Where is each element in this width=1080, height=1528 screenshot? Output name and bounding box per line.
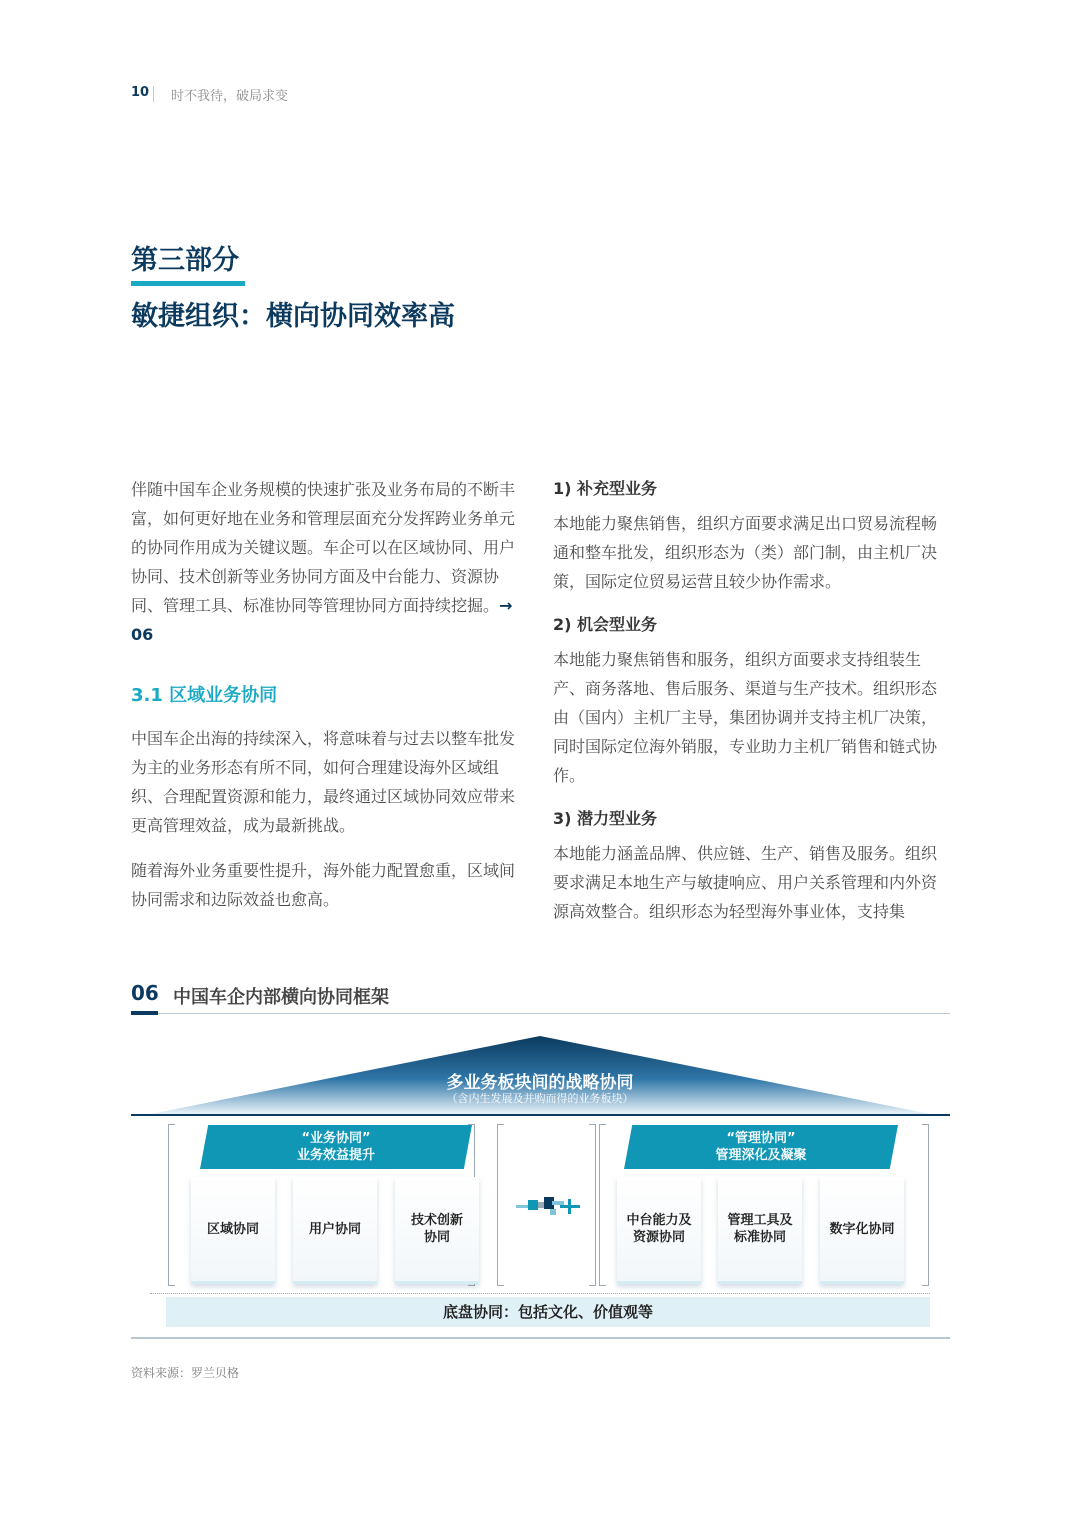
- section-label-underline: [131, 281, 245, 286]
- business-type-2: [553, 614, 951, 790]
- figure-number: 06: [131, 981, 159, 1005]
- banner-subtitle: 业务效益提升: [296, 1148, 375, 1163]
- banner-title: “业务协同”: [301, 1131, 371, 1146]
- pillar-tech-innovation-synergy: [395, 1177, 479, 1284]
- banner-title: “管理协同”: [726, 1131, 796, 1146]
- center-bracket-open: [497, 1124, 504, 1286]
- intro-text: 伴随中国车企业务规模的快速扩张及业务布局的不断丰富，如何更好地在业务和管理层面充分发挥跨业务单元的协同作用成为关键议题。车企可以在区域协同、用户协同、技术创新等业务协同方面及中台能力、资源协同、管理工具、标准协同等管理协同方面持续挖掘。: [131, 480, 516, 615]
- figure-number-underline: [131, 1011, 158, 1015]
- pillar-regional-synergy: [191, 1177, 275, 1284]
- foundation-synergy-band: 底盘协同：包括文化、价值观等: [166, 1297, 930, 1327]
- right-group-bracket-close: [922, 1124, 929, 1286]
- page-number: 10: [131, 85, 150, 100]
- business-type-3: [553, 808, 951, 926]
- running-header: 时不我待，破局求变: [171, 89, 289, 104]
- figure-reference-link[interactable]: → 06: [131, 596, 513, 644]
- left-group-bracket-open: [168, 1124, 175, 1286]
- business-type-heading: 3) 潜力型业务: [553, 809, 658, 828]
- business-type-body: 本地能力聚焦销售和服务，组织方面要求支持组装生产、商务落地、售后服务、渠道与生产技术。组织形态由（国内）主机厂主导，集团协调并支持主机厂决策，同时国际定位海外销服，专业助力主机厂销售和链式协作。: [553, 650, 938, 785]
- pillar-label: 数字化协同: [829, 1221, 895, 1237]
- business-type-body: 本地能力涵盖品牌、供应链、生产、销售及服务。组织要求满足本地生产与敏捷响应、用户关系管理和内外资源高效整合。组织形态为轻型海外事业体，支持集: [553, 844, 938, 921]
- business-type-heading: 1) 补充型业务: [553, 479, 658, 498]
- pillar-label: 管理工具及: [727, 1213, 793, 1228]
- pillar-label: 技术创新: [410, 1213, 463, 1228]
- header-divider: [153, 86, 154, 102]
- center-bracket-close: [589, 1124, 596, 1286]
- synergy-connector-icon: [514, 1192, 584, 1220]
- pillar-user-synergy: [293, 1177, 377, 1284]
- pillar-middle-platform-resource-synergy: [617, 1177, 701, 1284]
- foundation-baseline: [131, 1337, 950, 1339]
- pillar-label: 中台能力及: [626, 1213, 692, 1228]
- management-synergy-banner: [624, 1125, 898, 1169]
- body-paragraph-1: 中国车企出海的持续深入，将意味着与过去以整车批发为主的业务形态有所不同，如何合理建设海外区域组织、合理配置资源和能力，最终通过区域协同效应带来更高管理效益，成为最新挑战。: [131, 729, 516, 835]
- pillar-management-tools-standards-synergy: [718, 1177, 802, 1284]
- pillar-label-line2: 资源协同: [632, 1230, 685, 1245]
- right-group-bracket-open: [599, 1124, 606, 1286]
- foundation-dotted-line: [150, 1293, 930, 1294]
- business-synergy-banner: [200, 1125, 472, 1169]
- section-label: 第三部分: [131, 245, 239, 276]
- intro-paragraph: [131, 475, 529, 649]
- subsection-title: 3.1 区域业务协同: [131, 685, 278, 706]
- pillar-label-line2: 协同: [423, 1230, 450, 1245]
- pillar-label-line2: 标准协同: [733, 1230, 786, 1245]
- roof-main-label: 多业务板块间的战略协同: [446, 1073, 634, 1093]
- section-title: 敏捷组织：横向协同效率高: [131, 301, 455, 332]
- figure-header-rule: [158, 1013, 950, 1014]
- business-type-1: [553, 478, 951, 596]
- figure-title: 中国车企内部横向协同框架: [173, 987, 389, 1008]
- pillar-label: 区域协同: [206, 1221, 259, 1237]
- pillar-digital-synergy: [820, 1177, 904, 1284]
- figure-source: 资料来源：罗兰贝格: [131, 1366, 240, 1380]
- pillar-label: 用户协同: [308, 1221, 361, 1237]
- banner-subtitle: 管理深化及凝聚: [715, 1148, 807, 1163]
- roof-sub-label: （含内生发展及并购而得的业务板块）: [446, 1092, 634, 1105]
- body-paragraph-2: 随着海外业务重要性提升，海外能力配置愈重，区域间协同需求和边际效益也愈高。: [131, 861, 516, 909]
- business-type-body: 本地能力聚焦销售，组织方面要求满足出口贸易流程畅通和整车批发，组织形态为（类）部门制，由主机厂决策，国际定位贸易运营且较少协作需求。: [553, 514, 938, 591]
- business-type-heading: 2) 机会型业务: [553, 615, 658, 634]
